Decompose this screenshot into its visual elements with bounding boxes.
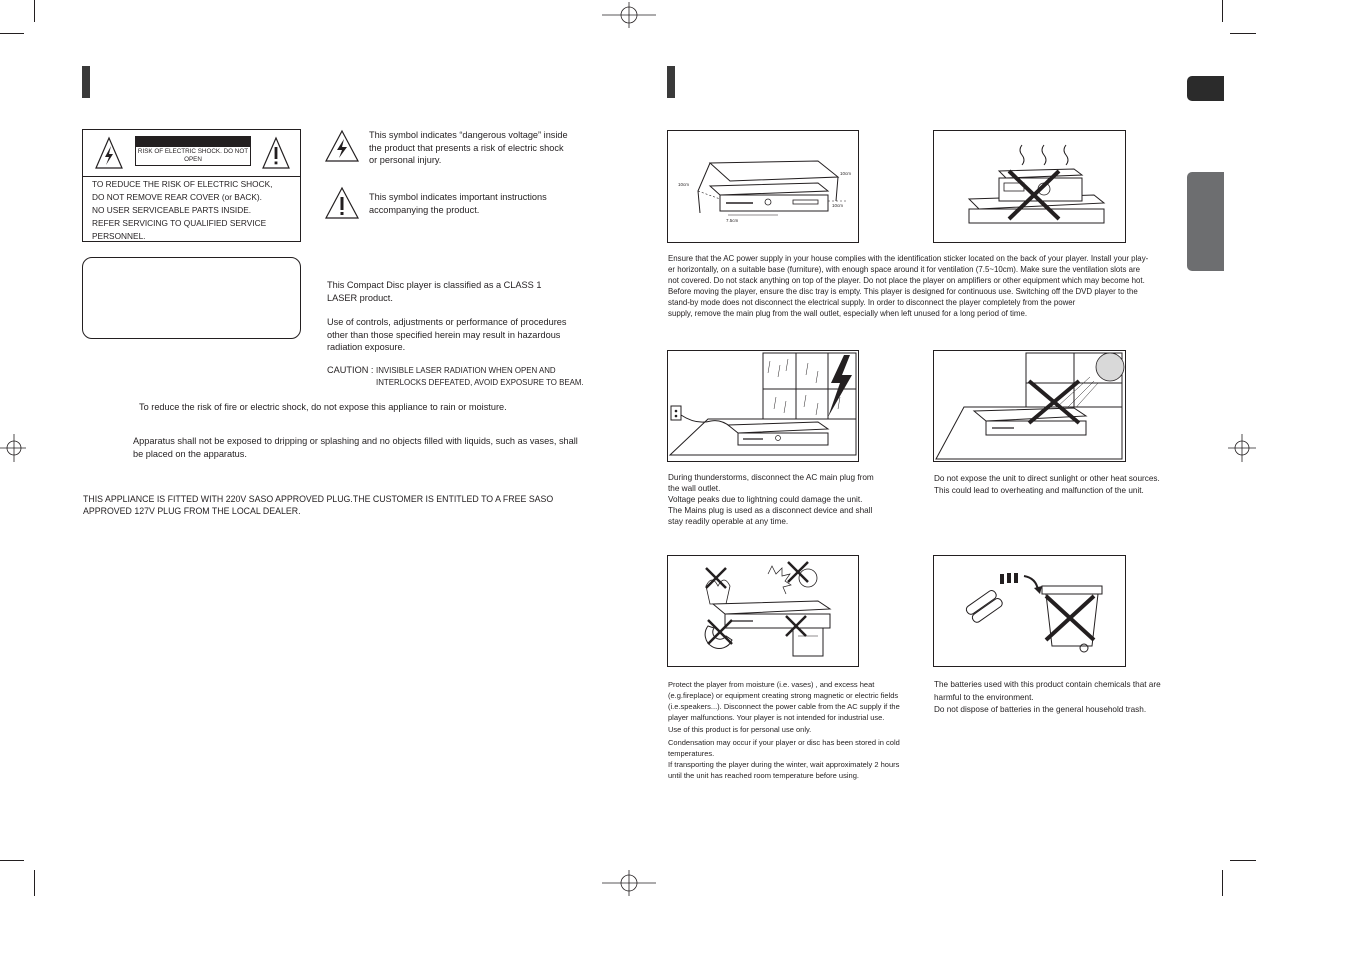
crop-mark	[0, 860, 24, 861]
caution-text	[376, 365, 596, 389]
clearance-label: 10cm	[832, 203, 844, 208]
text-line: the wall outlet.	[668, 483, 721, 493]
text-line: (i.e.speakers...). Disconnect the power cable from the AC supply if the	[668, 702, 900, 711]
crop-mark	[1222, 870, 1223, 896]
stacking-illustration	[933, 130, 1126, 243]
text-line: The Mains plug is used as a disconnect device and shall	[668, 505, 873, 515]
registration-mark-top	[602, 2, 656, 28]
text-line: the product that presents a risk of electric shock	[369, 142, 564, 153]
text-line: stay readily operable at any time.	[668, 516, 789, 526]
crop-mark	[1230, 33, 1256, 34]
crop-mark	[1230, 860, 1256, 861]
crop-mark	[1222, 0, 1223, 22]
power-supply-text	[668, 253, 1178, 319]
warning-text	[92, 178, 297, 243]
exclamation-warning-icon	[261, 135, 291, 171]
language-tab	[1187, 172, 1224, 271]
page-tab	[1187, 76, 1224, 101]
text-line: Do not expose the unit to direct sunlight or other heat sources.	[934, 474, 1160, 483]
warning-label-text: RISK OF ELECTRIC SHOCK. DO NOT OPEN	[137, 148, 249, 163]
moisture-heat-illustration	[667, 555, 859, 667]
text-line: Ensure that the AC power supply in your house complies with the identification sticker located on the back of your player. Install your play-	[668, 254, 1149, 263]
thunderstorm-illustration	[667, 350, 859, 462]
text-line: INTERLOCKS DEFEATED, AVOID EXPOSURE TO BEAM.	[376, 378, 584, 387]
text-line: Condensation may occur if your player or disc has been stored in cold	[668, 738, 900, 747]
crop-mark	[34, 0, 35, 22]
registration-mark-left	[0, 432, 26, 464]
warning-line: PERSONNEL.	[92, 230, 146, 241]
text-line: APPROVED 127V PLUG FROM THE LOCAL DEALER.	[83, 505, 301, 516]
ventilation-illustration	[667, 130, 859, 243]
divider	[83, 176, 300, 177]
moisture-heat-text	[668, 679, 908, 781]
laser-controls-text	[327, 316, 587, 354]
caution-label: CAUTION :	[327, 365, 374, 375]
battery-text	[934, 679, 1174, 717]
thunderstorm-text	[668, 473, 898, 528]
no-battery-trash-icon	[934, 556, 1125, 666]
text-line: This Compact Disc player is classified as a CLASS 1	[327, 280, 542, 290]
text-line: Apparatus shall not be exposed to dripping or splashing and no objects filled with liquids, such as vases, shall	[133, 436, 578, 446]
important-symbol-text	[369, 191, 579, 216]
sunlight-text	[934, 473, 1174, 497]
text-line: This could lead to overheating and malfunction of the unit.	[934, 486, 1144, 495]
text-line: until the unit has reached room temperature before using.	[668, 771, 859, 780]
battery-disposal-illustration	[933, 555, 1126, 667]
no-sunlight-icon	[934, 351, 1125, 461]
section-bar-right	[667, 66, 675, 98]
dvd-player-ventilation-icon	[668, 131, 858, 242]
lightning-window-icon	[668, 351, 858, 461]
warning-label	[135, 136, 251, 166]
clearance-label: 10cm	[678, 182, 690, 187]
voltage-symbol-text	[369, 129, 579, 167]
text-line: or personal injury.	[369, 155, 442, 165]
text-line: Before moving the player, ensure the disc tray is empty. This player is designed for continuous use. Switching off the DVD player to the	[668, 287, 1138, 296]
text-line: Protect the player from moisture (i.e. vases) , and excess heat	[668, 680, 875, 689]
text-line: Use of this product is for personal use only.	[668, 725, 812, 734]
laser-class-text	[327, 279, 587, 304]
warning-line: NO USER SERVICEABLE PARTS INSIDE.	[92, 204, 252, 215]
text-line: Voltage peaks due to lightning could damage the unit.	[668, 494, 863, 504]
no-stacking-icon	[934, 131, 1125, 242]
text-line: stand-by mode does not disconnect the electrical supply. In order to disconnect the player completely from the power	[668, 298, 1076, 307]
text-line: player malfunctions. Your player is not intended for industrial use.	[668, 713, 885, 722]
text-line: accompanying the product.	[369, 204, 480, 215]
text-line: temperatures.	[668, 749, 715, 758]
crop-mark	[0, 33, 24, 34]
text-line: (e.g.fireplace) or equipment creating strong magnetic or electric fields	[668, 691, 899, 700]
crop-mark	[34, 870, 35, 896]
lightning-symbol-icon	[324, 129, 360, 163]
warning-line: TO REDUCE THE RISK OF ELECTRIC SHOCK,	[92, 179, 273, 189]
fire-warning-text: To reduce the risk of fire or electric shock, do not expose this appliance to rain or moisture.	[139, 402, 507, 412]
text-line: This symbol indicates important instructions	[369, 192, 547, 202]
text-line: INVISIBLE LASER RADIATION WHEN OPEN AND	[376, 366, 556, 375]
registration-mark-bottom	[602, 870, 656, 896]
plug-notice-text	[83, 494, 603, 517]
text-line: harmful to the environment.	[934, 692, 1034, 702]
text-line: If transporting the player during the winter, wait approximately 2 hours	[668, 760, 900, 769]
text-line: supply, remove the main plug from the wall outlet, especially when left unused for a long period of time.	[668, 309, 1028, 318]
warning-line: DO NOT REMOVE REAR COVER (or BACK).	[92, 191, 262, 202]
text-line: THIS APPLIANCE IS FITTED WITH 220V SASO APPROVED PLUG.THE CUSTOMER IS ENTITLED TO A FREE SASO	[83, 494, 554, 504]
blank-label-box	[82, 257, 301, 339]
sunlight-illustration	[933, 350, 1126, 462]
text-line: The batteries used with this product contain chemicals that are	[934, 680, 1161, 689]
text-line: Do not dispose of batteries in the general household trash.	[934, 705, 1147, 715]
dripping-warning-text	[133, 435, 603, 460]
electric-shock-warning-box	[82, 129, 301, 242]
exclamation-symbol-icon	[324, 186, 360, 220]
text-line: other than those specified herein may result in hazardous	[327, 329, 561, 340]
clearance-label: 10cm	[840, 171, 852, 176]
hazards-icon	[668, 556, 858, 666]
section-bar-left	[82, 66, 90, 98]
text-line: This symbol indicates “dangerous voltage” inside	[369, 130, 568, 140]
text-line: er horizontally, on a suitable base (furniture), with enough space around it for ventilation (7.5~10cm). Make sure the ventilation slots are	[668, 265, 1141, 274]
text-line: During thunderstorms, disconnect the AC main plug from	[668, 473, 874, 482]
warning-line: REFER SERVICING TO QUALIFIED SERVICE	[92, 217, 267, 228]
lightning-warning-icon	[94, 135, 124, 171]
registration-mark-right	[1228, 432, 1256, 464]
text-line: Use of controls, adjustments or performance of procedures	[327, 317, 567, 327]
text-line: not covered. Do not stack anything on top of the player. Do not place the player on amplifiers or other equipment which may become hot.	[668, 276, 1145, 285]
clearance-label: 7.5cm	[726, 218, 739, 223]
text-line: radiation exposure.	[327, 342, 406, 352]
text-line: LASER product.	[327, 292, 393, 303]
text-line: be placed on the apparatus.	[133, 448, 247, 459]
